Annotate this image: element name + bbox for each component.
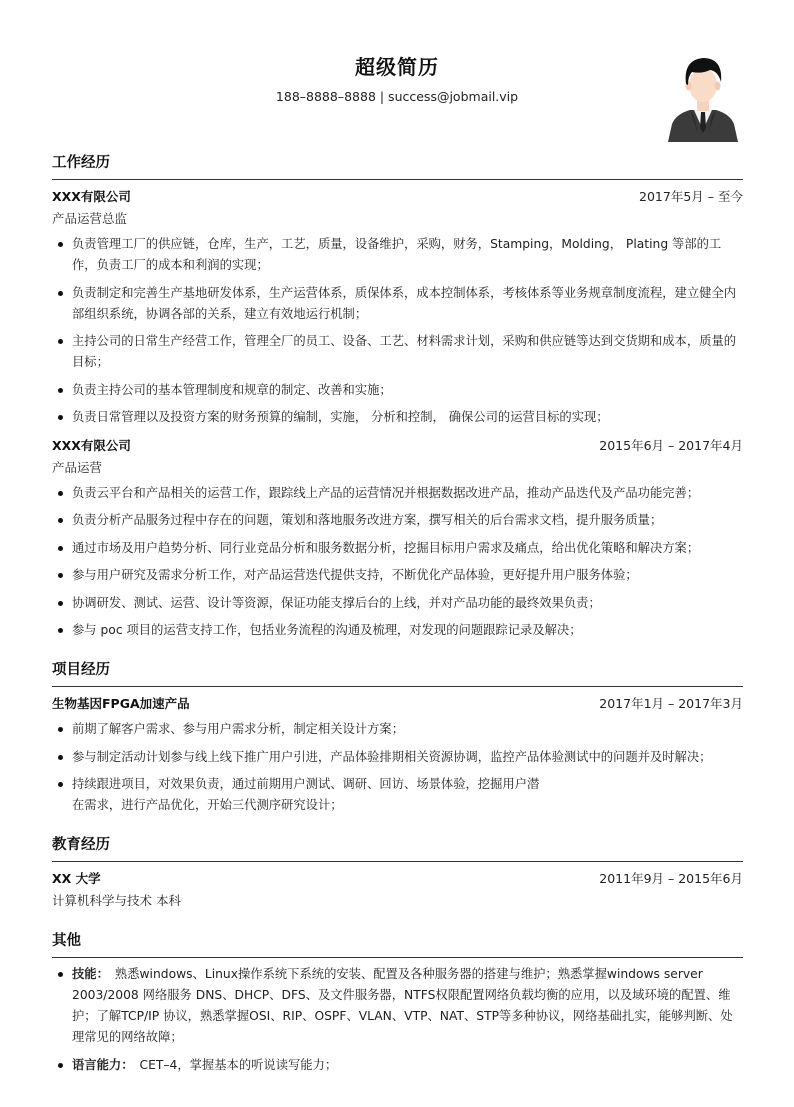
list-item: 负责制定和完善生产基地研发体系，生产运营体系，质保体系，成本控制体系，考核体系等业务规章制度流程，建立健全内部组织系统，协调各部的关系，建立有效地运行机制； [52,283,743,325]
list-item: 主持公司的日常生产经营工作，管理全厂的员工、设备、工艺、材料需求计划，采购和供应链等达到交货期和成本，质量的目标； [52,331,743,373]
bullet-list [52,234,743,428]
job-title: 产品运营总监 [52,211,128,226]
education-section [52,834,743,912]
list-item: 负责主持公司的基本管理制度和规章的制定、改善和实施； [52,380,743,401]
list-item: 负责日常管理以及投资方案的财务预算的编制，实施， 分析和控制， 确保公司的运营目标的实现； [52,407,743,428]
list-item: 参与 poc 项目的运营支持工作，包括业务流程的沟通及梳理，对发现的问题跟踪记录及解决； [52,620,743,641]
school-name: XX 大学 [52,871,101,886]
list-item: 负责云平台和产品相关的运营工作，跟踪线上产品的运营情况并根据数据改进产品，推动产品迭代及产品功能完善； [52,483,743,504]
resume-content [52,152,743,1094]
list-item [52,774,743,816]
list-item: 负责分析产品服务过程中存在的问题，策划和落地服务改进方案，撰写相关的后台需求文档，提升服务质量； [52,510,743,531]
section-title: 教育经历 [52,834,743,862]
list-item-line: 持续跟进项目，对效果负责，通过前期用户测试、调研、回访、场景体验，挖掘用户潜 [72,777,540,791]
male-avatar-icon [666,54,740,142]
major-degree: 计算机科学与技术 本科 [52,893,181,908]
education-entry [52,868,743,912]
job-title: 产品运营 [52,459,103,475]
bullet-list [52,719,743,816]
list-item: 协调研发、测试、运营、设计等资源，保证功能支撑后台的上线，并对产品功能的最终效果负责； [52,593,743,614]
date-range: 2015年6月 – 2017年4月 [599,437,743,453]
skill-label: 技能： [72,967,109,981]
work-entry [52,186,743,428]
resume-name: 超级简历 [355,55,439,79]
bullet-list [52,964,743,1076]
date-range: 2011年9月 – 2015年6月 [599,871,743,886]
list-item [52,1055,743,1076]
list-item: 前期了解客户需求、参与用户需求分析，制定相关设计方案； [52,719,743,740]
work-entry [52,435,743,642]
company-name: XXX有限公司 [52,437,131,453]
project-section [52,659,743,816]
bullet-list [52,483,743,642]
list-item: 参与用户研究及需求分析工作，对产品运营迭代提供支持，不断优化产品体验，更好提升用户服务体验； [52,565,743,586]
company-name: XXX有限公司 [52,189,131,204]
section-title: 工作经历 [52,152,743,180]
contact-line: 188–8888–8888 | success@jobmail.vip [275,89,519,104]
list-item [52,964,743,1048]
list-item: 参与制定活动计划参与线上线下推广用户引进，产品体验排期相关资源协调，监控产品体验测试中的问题并及时解决； [52,747,743,768]
date-range: 2017年5月 – 至今 [639,189,743,204]
language-label: 语言能力： [72,1057,134,1072]
section-title: 其他 [52,930,743,958]
list-item: 负责管理工厂的供应链，仓库，生产，工艺，质量，设备维护，采购，财务，Stamping，Molding， Plating 等部的工作，负责工厂的成本和利润的实现； [52,234,743,276]
list-item: 通过市场及用户趋势分析、同行业竞品分析和服务数据分析，挖掘目标用户需求及痛点，给出优化策略和解决方案； [52,538,743,559]
list-item-line: 在需求，进行产品优化，开始三代测序研究设计； [72,798,343,812]
project-name: 生物基因FPGA加速产品 [52,696,190,711]
language-text: CET–4，掌握基本的听说读写能力； [139,1057,338,1072]
work-section [52,152,743,641]
date-range: 2017年1月 – 2017年3月 [599,696,743,711]
skill-text: 熟悉windows、Linux操作系统下系统的安装、配置及各种服务器的搭建与维护；熟悉掌握windows server 2003/2008 网络服务 DNS、DHCP、DFS、及文件服务器，NTFS权限配置网络负载均衡的应用，以及域环境的配置、维护；了解TCP/IP 协议，熟悉掌握OSI、RIP、OSPF、VLAN、VTP、NAT、STP等多种协议，网络基础扎实，能够判断、处理常见的网络故障； [72,967,733,1044]
other-section [52,930,743,1076]
section-title: 项目经历 [52,659,743,687]
project-entry [52,693,743,816]
